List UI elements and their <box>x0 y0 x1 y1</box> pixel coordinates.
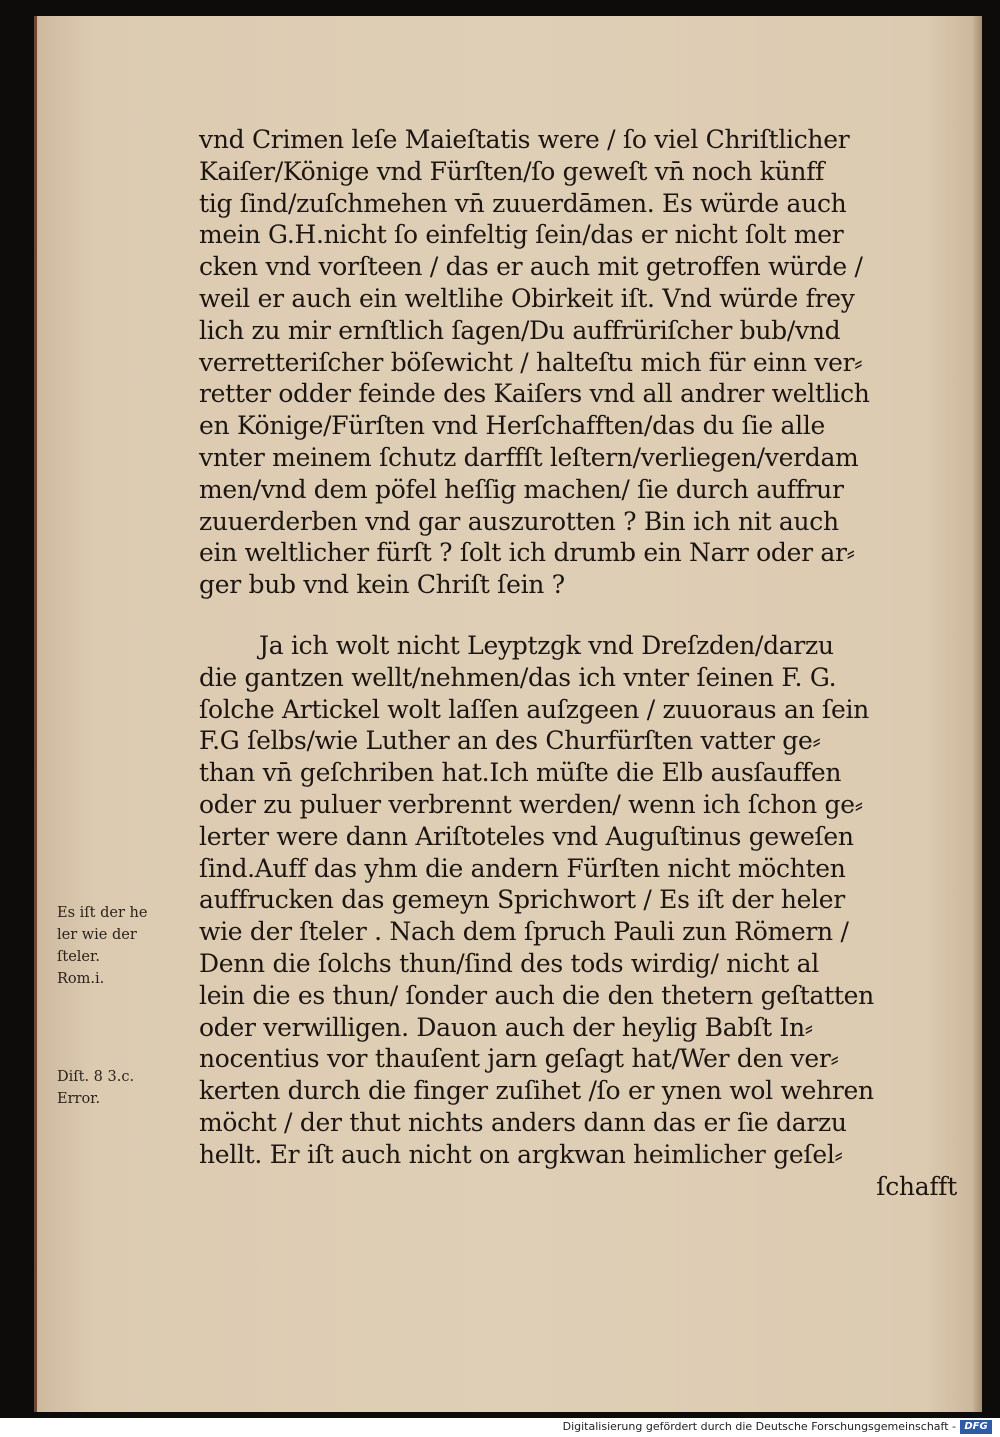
marginal-line: Error. <box>57 1091 101 1107</box>
text-line: lich zu mir ernſtlich ſagen/Du auffrüriſcher bub/vnd <box>199 315 841 345</box>
marginal-line: ler wie der <box>57 927 137 943</box>
marginal-line: Rom.i. <box>57 971 105 987</box>
text-line: hellt. Er iſt auch nicht on argkwan heimlicher geſel⸗ <box>199 1139 843 1169</box>
text-line: ein weltlicher fürſt ? ſolt ich drumb ein Narr oder ar⸗ <box>199 538 855 568</box>
text-line: Kaiſer/Könige vnd Fürſten/ſo geweſt vn̄ noch künff <box>199 156 825 186</box>
marginal-line: Es iſt der he <box>57 905 148 921</box>
text-line: verretteriſcher böſewicht / halteſtu mich für einn ver⸗ <box>199 347 863 377</box>
marginal-line: Diſt. 8 3.c. <box>57 1069 135 1085</box>
text-line: lerter were dann Ariſtoteles vnd Auguſtinus geweſen <box>199 821 854 851</box>
text-line: retter odder feinde des Kaiſers vnd all andrer weltlich <box>199 379 870 409</box>
text-line: oder verwilligen. Dauon auch der heylig Babſt In⸗ <box>199 1012 813 1042</box>
text-line: Denn die ſolchs thun/ſind des tods wirdig/ nicht al <box>199 948 819 978</box>
dfg-logo-icon: DFG <box>960 1420 992 1434</box>
book-page <box>34 16 982 1412</box>
text-line: lein die es thun/ ſonder auch die den thetern geſtatten <box>199 980 874 1010</box>
main-text <box>199 124 963 1202</box>
text-line: tig ſind/zuſchmehen vn̄ zuuerdāmen. Es würde auch <box>199 188 847 218</box>
text-line: than vn̄ geſchriben hat.Ich müſte die Elb ausſauffen <box>199 758 842 788</box>
text-line: wie der ſteler . Nach dem ſpruch Pauli zun Römern / <box>199 917 849 947</box>
text-line: ger bub vnd kein Chriſt ſein ? <box>199 570 565 600</box>
marginal-line: ſteler. <box>57 949 100 965</box>
text-line: weil er auch ein weltlihe Obirkeit iſt. Vnd würde frey <box>199 283 855 313</box>
text-line: F.G ſelbs/wie Luther an des Churfürſten vatter ge⸗ <box>199 726 821 756</box>
funding-credit: Digitalisierung gefördert durch die Deutsche Forschungsgemeinschaft - <box>562 1420 956 1433</box>
text-line: auffrucken das gemeyn Sprichwort / Es iſt der heler <box>199 885 845 915</box>
paragraph-gap <box>199 601 963 630</box>
text-line: nocentius vor thauſent jarn geſagt hat/Wer den ver⸗ <box>199 1044 839 1074</box>
marginal-note-1 <box>57 902 187 990</box>
text-line: cken vnd vorſteen / das er auch mit getroffen würde / <box>199 252 863 282</box>
footer-bar <box>0 1418 1000 1437</box>
marginal-note-2 <box>57 1066 187 1110</box>
text-line: ſind.Auff das yhm die andern Fürſten nicht möchten <box>199 853 846 883</box>
text-line: vnd Crimen leſe Maieſtatis were / ſo viel Chriſtlicher <box>199 125 850 154</box>
text-line: en Könige/Fürſten vnd Herſchafften/das du ſie alle <box>199 411 826 441</box>
text-line: mein G.H.nicht ſo einfeltig ſein/das er nicht ſolt mer <box>199 220 844 250</box>
text-line: die gantzen wellt/nehmen/das ich vnter ſeinen F. G. <box>199 662 837 692</box>
text-line: oder zu puluer verbrennt werden/ wenn ich ſchon ge⸗ <box>199 789 863 819</box>
page-edge-shadow <box>972 16 982 1412</box>
text-line: men/vnd dem pöfel heſſig machen/ ſie durch auffrur <box>199 474 844 504</box>
text-line: zuuerderben vnd gar auszurotten ? Bin ich nit auch <box>199 506 839 536</box>
text-line: ſolche Artickel wolt laſſen auſzgeen / zuuoraus an ſein <box>199 694 869 724</box>
text-line: vnter meinem ſchutz darffſt leſtern/verliegen/verdam <box>199 442 859 472</box>
text-line: Ja ich wolt nicht Leyptzgk vnd Dreſzden/darzu <box>259 630 834 660</box>
catchword: ſchafft <box>876 1171 957 1201</box>
text-line: möcht / der thut nichts anders dann das er ſie darzu <box>199 1107 847 1137</box>
text-line: kerten durch die finger zuſihet /ſo er ynen wol wehren <box>199 1076 874 1106</box>
